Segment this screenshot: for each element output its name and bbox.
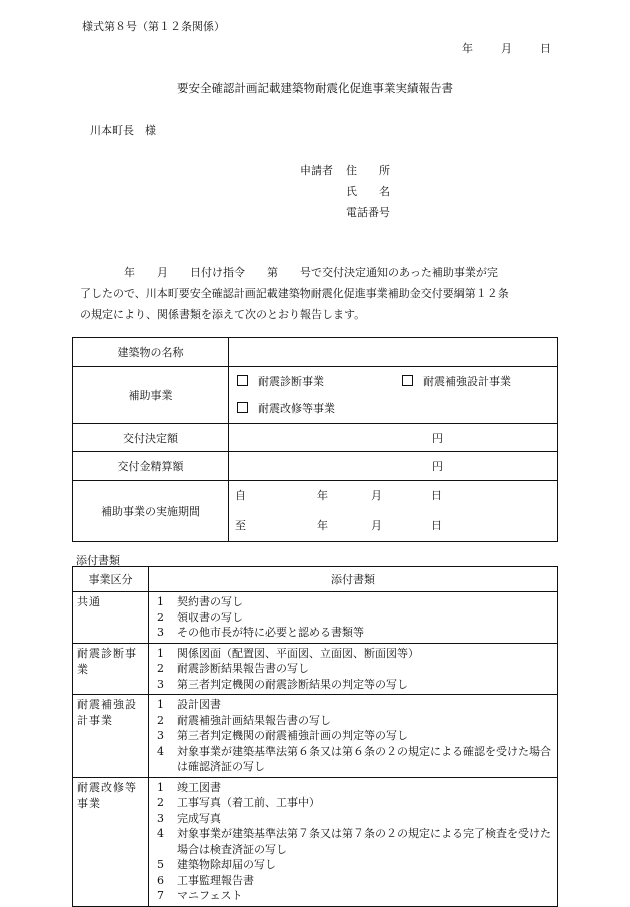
item-text: 竣工図書 (177, 780, 221, 794)
item-text: 領収書の写し (177, 610, 243, 624)
building-name-label: 建築物の名称 (73, 338, 229, 367)
item-number: 3 (157, 811, 164, 825)
item-text: 対象事業が建築基準法第６条又は第６条の２の規定による確認を受けた場合は確認済証の写し (177, 744, 551, 773)
from-label: 自 (235, 489, 246, 502)
item-text: その他市長が特に必要と認める書類等 (177, 626, 364, 639)
header-category: 事業区分 (73, 567, 149, 592)
item-text: 建築物除却届の写し (177, 858, 276, 871)
attachments-table (72, 566, 558, 907)
category-cell: 耐震診断事業 (73, 643, 149, 695)
table-row (73, 695, 558, 778)
list-item (157, 594, 557, 610)
items-cell (149, 695, 558, 778)
item-text: 第三者判定機関の耐震補強計画の判定等の写し (177, 729, 408, 742)
items-cell (149, 643, 558, 695)
item-text: 完成写真 (177, 811, 221, 825)
decision-amount-label: 交付決定額 (73, 424, 229, 452)
date-month: 月 (501, 42, 512, 55)
item-number: 1 (157, 646, 164, 660)
item-number: 3 (157, 626, 164, 639)
list-item (157, 728, 557, 744)
option-design: 耐震補強設計事業 (423, 375, 511, 388)
list-item (157, 625, 557, 641)
list-item (157, 873, 557, 889)
item-number: 2 (157, 662, 164, 675)
checkbox[interactable] (237, 402, 248, 413)
item-number: 1 (157, 595, 164, 608)
category-cell: 耐震改修等事業 (73, 777, 149, 906)
item-number: 1 (157, 698, 164, 711)
body-line: の規定により、関係書類を添えて次のとおり報告します。 (80, 308, 366, 321)
attachments-title: 添付書類 (76, 554, 120, 567)
item-text: 工事写真（着工前、工事中） (177, 796, 320, 809)
from-month: 月 (371, 489, 382, 502)
applicant-address-label: 住 所 (346, 164, 390, 177)
item-text: 対象事業が建築基準法第７条又は第７条の２の規定による完了検査を受けた場合は検査済証の写し (177, 827, 551, 856)
to-day: 日 (431, 519, 442, 532)
report-table (72, 337, 558, 542)
item-text: 関係図面（配置図、平面図、立面図、断面図等） (177, 646, 419, 660)
item-number: 1 (157, 780, 164, 794)
to-year: 年 (317, 519, 328, 532)
item-number: 2 (157, 796, 164, 809)
period-label: 補助事業の実施期間 (73, 481, 229, 542)
item-number: 4 (157, 827, 164, 840)
table-row (73, 777, 558, 906)
list-item (157, 826, 557, 857)
project-options (229, 367, 558, 424)
body-line: 年 月 日付け指令 第 号で交付決定通知のあった補助事業が完 (80, 266, 498, 279)
item-text: 工事監理報告書 (177, 873, 254, 887)
option-diagnosis: 耐震診断事業 (258, 375, 324, 388)
date-line (462, 40, 551, 56)
list-item (157, 744, 557, 775)
item-text: 設計図書 (177, 698, 221, 711)
yen-unit: 円 (432, 460, 443, 473)
table-row (73, 643, 558, 695)
body-text (80, 262, 550, 325)
item-text: 第三者判定機関の耐震診断結果の判定等の写し (177, 677, 408, 691)
list-item (157, 677, 557, 693)
list-item (157, 811, 557, 827)
list-item (157, 857, 557, 873)
item-number: 2 (157, 713, 164, 727)
from-day: 日 (431, 489, 442, 502)
list-item (157, 646, 557, 662)
decision-amount-field[interactable] (229, 424, 558, 452)
yen-unit: 円 (432, 431, 443, 445)
list-item (157, 713, 557, 729)
item-text: 耐震補強計画結果報告書の写し (177, 713, 331, 727)
to-label: 至 (235, 519, 246, 532)
settlement-amount-field[interactable] (229, 452, 558, 481)
item-number: 6 (157, 873, 164, 887)
body-line: 了したので、川本町要安全確認計画記載建築物耐震化促進事業補助金交付要綱第１２条 (80, 287, 509, 300)
item-text: 耐震診断結果報告書の写し (177, 662, 309, 675)
category-cell: 耐震補強設計事業 (73, 695, 149, 778)
from-year: 年 (317, 489, 328, 502)
list-item (157, 697, 557, 713)
table-row (73, 592, 558, 644)
project-label: 補助事業 (73, 367, 229, 424)
applicant-label: 申請者 (300, 164, 333, 177)
item-text: マニフェスト (177, 889, 243, 902)
date-year: 年 (462, 42, 473, 55)
item-number: 3 (157, 729, 164, 742)
header-docs: 添付書類 (149, 567, 558, 592)
checkbox[interactable] (237, 375, 248, 386)
item-number: 2 (157, 610, 164, 624)
date-day: 日 (540, 42, 551, 55)
list-item (157, 780, 557, 796)
item-number: 4 (157, 744, 164, 758)
items-cell (149, 592, 558, 644)
list-item (157, 610, 557, 626)
to-month: 月 (371, 519, 382, 532)
list-item (157, 795, 557, 811)
option-retrofit: 耐震改修等事業 (258, 402, 335, 415)
item-number: 7 (157, 889, 164, 902)
items-cell (149, 777, 558, 906)
page-title: 要安全確認計画記載建築物耐震化促進事業実績報告書 (177, 81, 453, 95)
addressee: 川本町長 様 (90, 124, 156, 137)
applicant-name-label: 氏 名 (346, 185, 390, 198)
form-number: 様式第８号（第１２条関係） (82, 20, 225, 33)
list-item (157, 888, 557, 904)
list-item (157, 661, 557, 677)
item-number: 5 (157, 858, 164, 871)
item-text: 契約書の写し (177, 595, 243, 608)
applicant-block (300, 160, 390, 223)
item-number: 3 (157, 677, 164, 691)
checkbox[interactable] (402, 375, 413, 386)
settlement-amount-label: 交付金精算額 (73, 452, 229, 481)
category-cell: 共通 (73, 592, 149, 644)
applicant-phone-label: 電話番号 (346, 206, 390, 219)
period-field[interactable] (229, 481, 558, 542)
building-name-field[interactable] (229, 338, 558, 367)
